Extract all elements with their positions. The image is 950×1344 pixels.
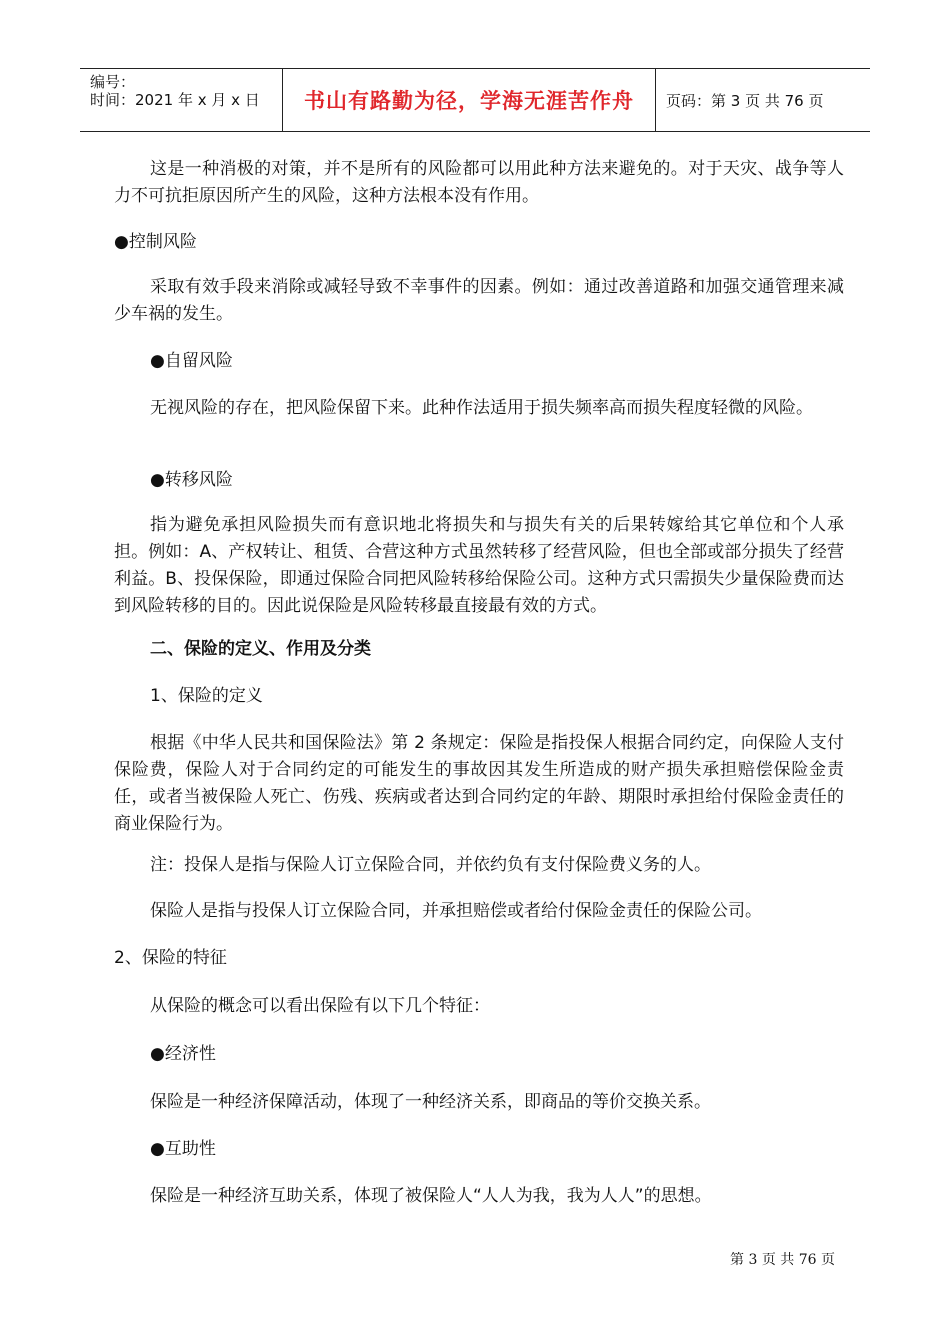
subsection-heading: 2、保险的特征	[114, 948, 227, 968]
paragraph: 指为避免承担风险损失而有意识地北将损失和与损失有关的后果转嫁给其它单位和个人承担。例如：A、产权转让、租赁、合营这种方式虽然转移了经营风险，但也全部或部分损失了经营利益。B、投保保险，即通过保险合同把风险转移给保险公司。这种方式只需损失少量保险费而达到风险转移的目的。因此说保险是风险转移最直接最有效的方式。	[114, 515, 844, 616]
motto: 书山有路勤为径，学海无涯苦作舟	[304, 89, 634, 113]
subsection-heading: 1、保险的定义	[150, 686, 263, 706]
paragraph: 无视风险的存在，把风险保留下来。此种作法适用于损失频率高而损失程度轻微的风险。	[150, 398, 813, 418]
page-header	[80, 68, 870, 132]
header-page-cell	[656, 69, 870, 131]
heading-economic: ●经济性	[150, 1044, 216, 1064]
paragraph: 采取有效手段来消除或减轻导致不幸事件的因素。例如：通过改善道路和加强交通管理来减少车祸的发生。	[114, 277, 844, 324]
heading-control-risk: ●控制风险	[114, 232, 197, 252]
paragraph: 这是一种消极的对策，并不是所有的风险都可以用此种方法来避免的。对于天灾、战争等人力不可抗拒原因所产生的风险，这种方法根本没有作用。	[114, 159, 844, 206]
page-footer: 第 3 页 共 76 页	[730, 1252, 835, 1268]
section-heading: 二、保险的定义、作用及分类	[150, 639, 371, 659]
paragraph: 保险是一种经济保障活动，体现了一种经济关系，即商品的等价交换关系。	[150, 1092, 711, 1112]
heading-mutual: ●互助性	[150, 1139, 216, 1159]
header-meta	[80, 69, 283, 131]
time-line: 时间：2021 年 x 月 x 日	[90, 91, 260, 109]
heading-transfer-risk: ●转移风险	[150, 470, 233, 490]
paragraph: 从保险的概念可以看出保险有以下几个特征：	[150, 996, 490, 1016]
note: 注：投保人是指与保险人订立保险合同，并依约负有支付保险费义务的人。	[150, 855, 711, 875]
paragraph: 保险是一种经济互助关系，体现了被保险人“人人为我，我为人人”的思想。	[150, 1186, 712, 1206]
serial-label: 编号：	[90, 73, 136, 91]
note: 保险人是指与投保人订立保险合同，并承担赔偿或者给付保险金责任的保险公司。	[150, 901, 762, 921]
heading-retain-risk: ●自留风险	[150, 351, 233, 371]
header-motto-cell	[283, 69, 656, 131]
paragraph: 根据《中华人民共和国保险法》第 2 条规定：保险是指投保人根据合同约定，向保险人支付保险费，保险人对于合同约定的可能发生的事故因其发生所造成的财产损失承担赔偿保险金责任，或者当被保险人死亡、伤残、疾病或者达到合同约定的年龄、期限时承担给付保险金责任的商业保险行为。	[114, 733, 844, 834]
page-info: 页码：第 3 页 共 76 页	[666, 91, 824, 110]
